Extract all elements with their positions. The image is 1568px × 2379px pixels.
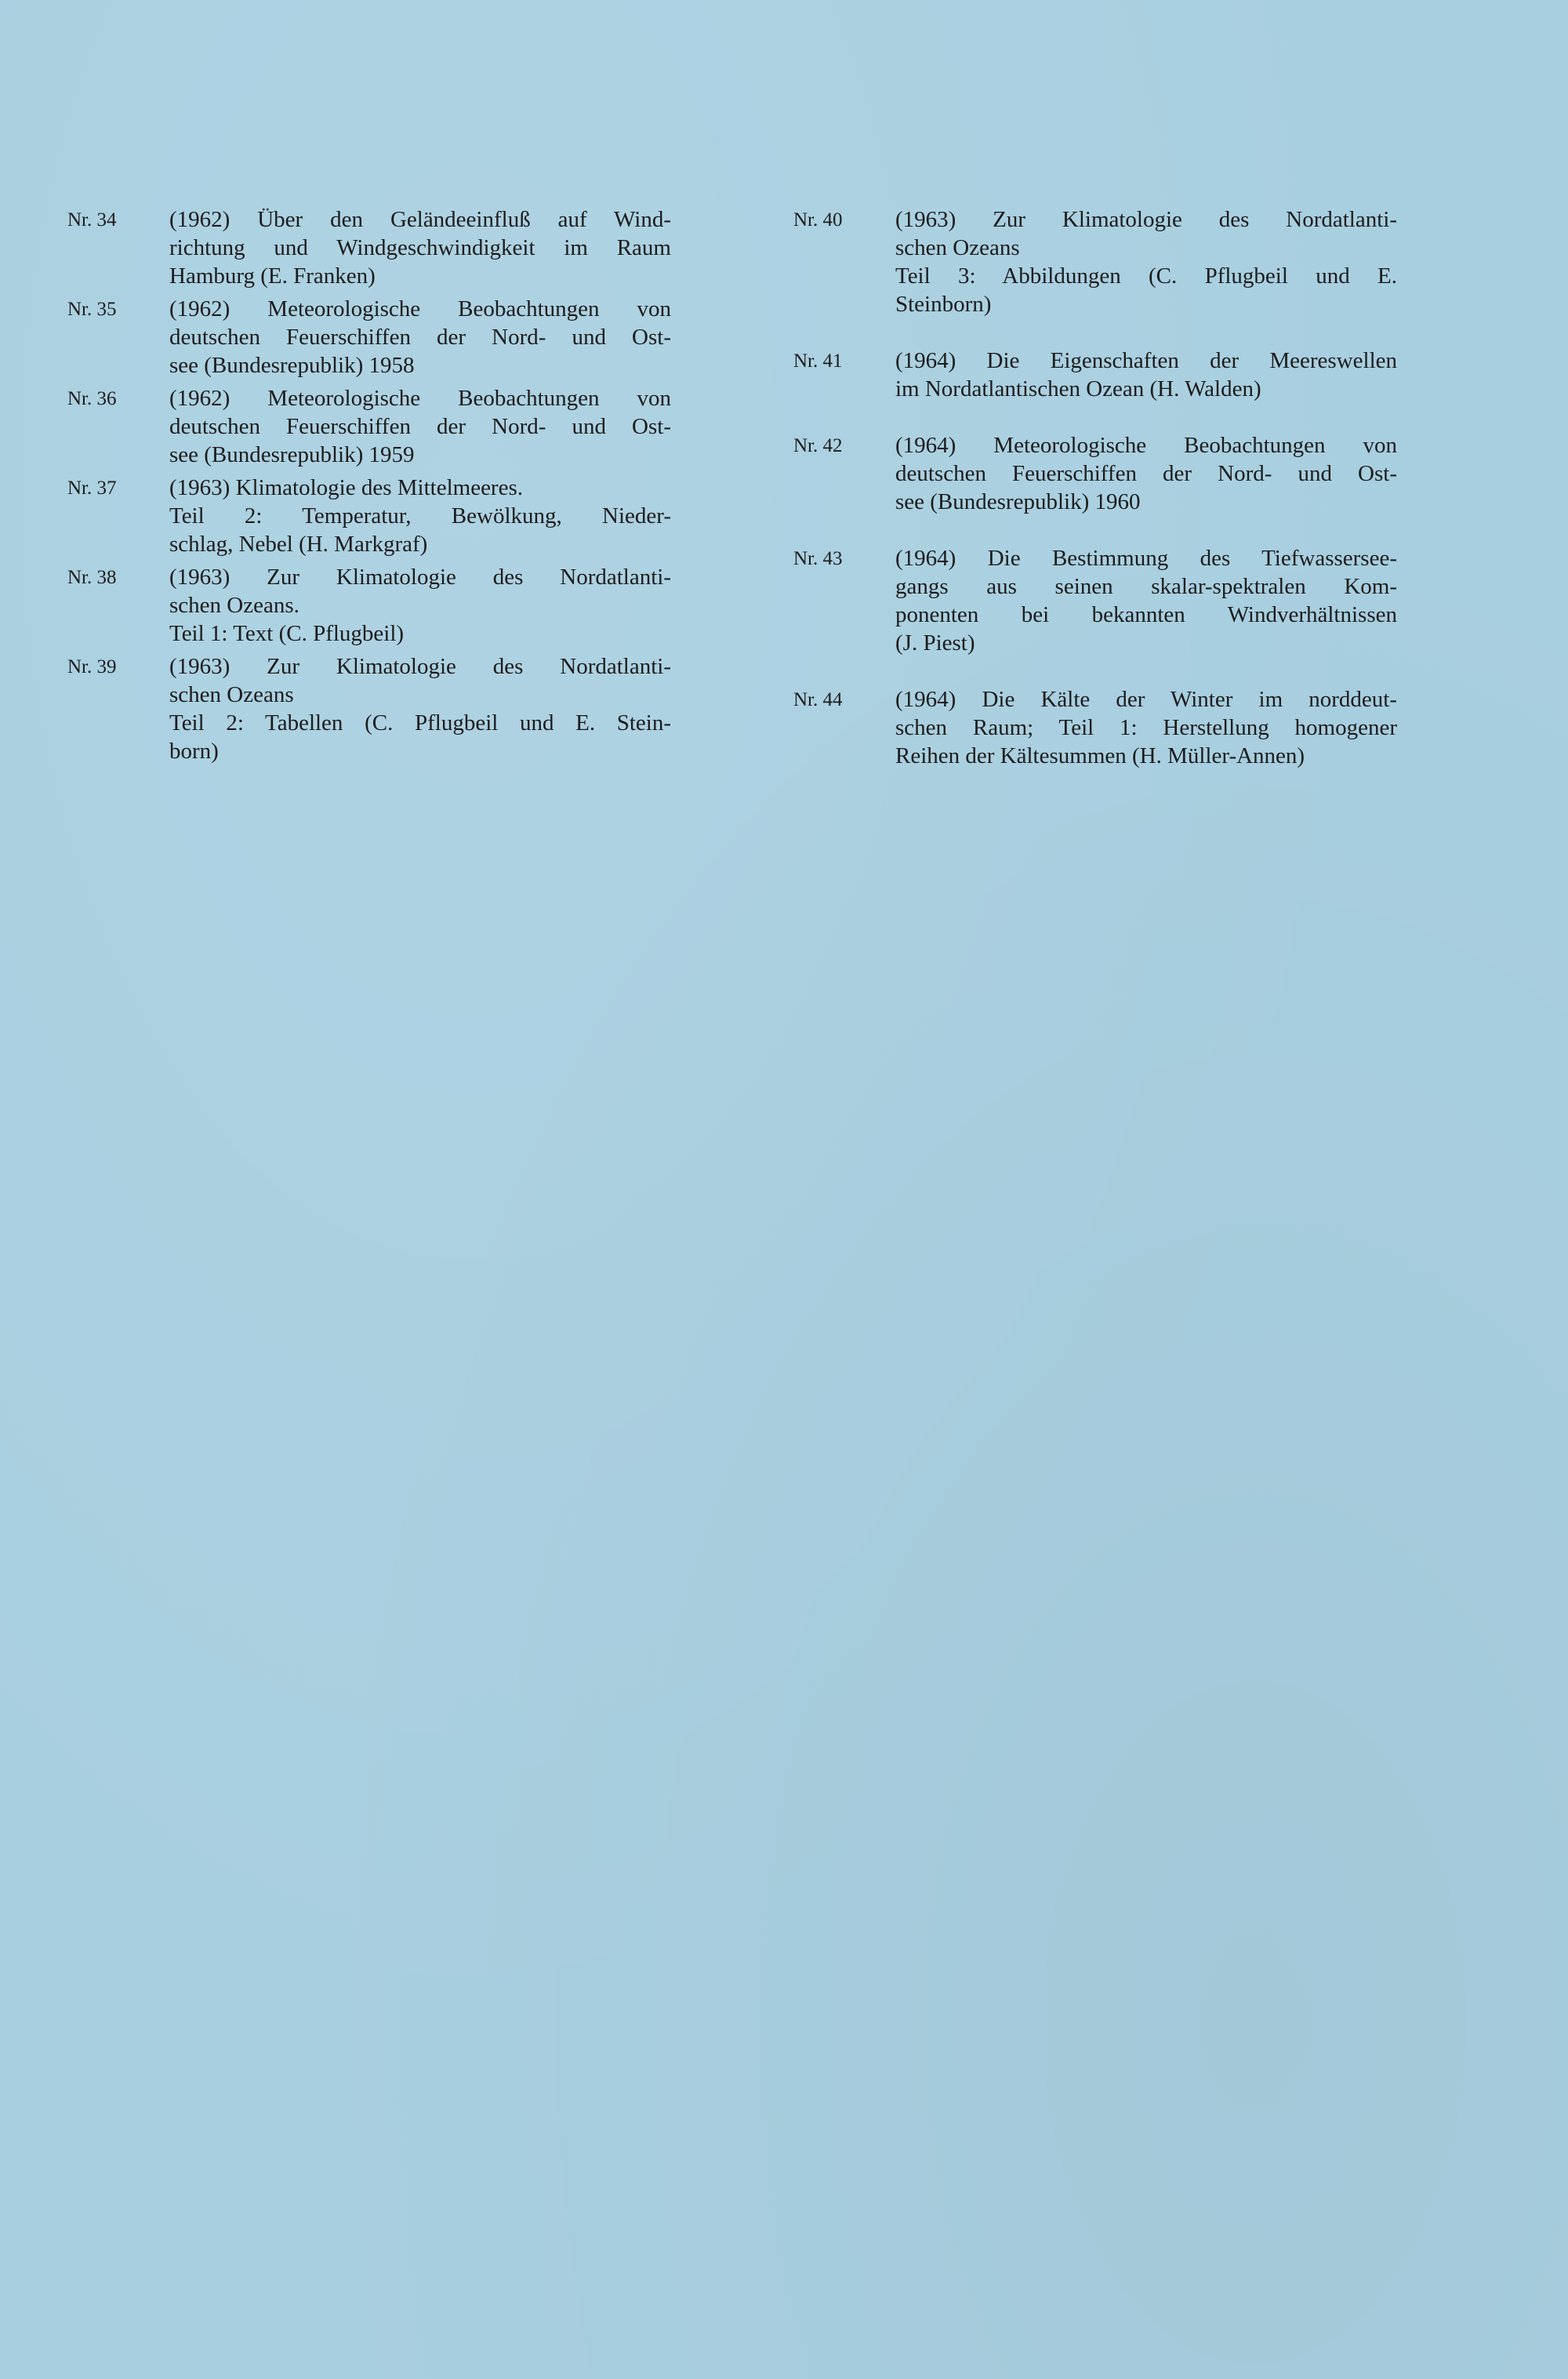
entry-number: Nr. 41	[793, 350, 843, 372]
entry-line: (1964) Die Bestimmung des Tiefwassersee-	[895, 546, 1397, 571]
entry-text	[169, 474, 671, 558]
entry-text	[895, 347, 1397, 403]
entry-line: Steinborn)	[895, 292, 992, 317]
entry-text	[895, 431, 1397, 516]
entry-text	[895, 544, 1397, 657]
entry-text	[895, 205, 1397, 318]
entry-text	[169, 384, 671, 469]
entry-number: Nr. 42	[793, 435, 843, 456]
entry-line: schen Ozeans	[169, 682, 294, 707]
left-column	[67, 205, 671, 770]
list-item	[793, 685, 1397, 770]
entry-line: (1963) Zur Klimatologie des Nordatlanti-	[895, 207, 1397, 232]
entry-line: schen Ozeans	[895, 235, 1020, 260]
list-item	[67, 295, 671, 380]
entry-line: (1963) Klimatologie des Mittelmeeres.	[169, 475, 524, 500]
entry-number: Nr. 34	[67, 209, 117, 231]
entry-line: (J. Piest)	[895, 630, 975, 656]
list-item	[67, 652, 671, 765]
entry-line: Teil 2: Temperatur, Bewölkung, Nieder-	[169, 503, 671, 528]
entry-line: born)	[169, 739, 219, 764]
right-column	[793, 205, 1397, 770]
entry-number: Nr. 40	[793, 209, 843, 231]
entry-text	[895, 685, 1397, 770]
entry-line: (1964) Die Kälte der Winter im norddeut-	[895, 687, 1397, 712]
list-item	[793, 431, 1397, 516]
entry-number: Nr. 43	[793, 548, 843, 569]
entry-number: Nr. 35	[67, 299, 117, 320]
entry-number: Nr. 38	[67, 567, 117, 588]
list-item	[793, 544, 1397, 657]
entry-text	[169, 205, 671, 290]
entry-line: Reihen der Kältesummen (H. Müller-Annen)	[895, 743, 1305, 768]
list-item	[67, 205, 671, 290]
entry-line: schlag, Nebel (H. Markgraf)	[169, 532, 428, 557]
entry-number: Nr. 44	[793, 689, 843, 710]
entry-line: (1963) Zur Klimatologie des Nordatlanti-	[169, 654, 671, 679]
list-item	[67, 563, 671, 648]
entry-number: Nr. 39	[67, 656, 117, 677]
entry-line: (1964) Meteorologische Beobachtungen von	[895, 433, 1397, 458]
entry-text	[169, 295, 671, 380]
list-item	[793, 347, 1397, 403]
entry-text	[169, 652, 671, 765]
entry-line: Teil 3: Abbildungen (C. Pflugbeil und E.	[895, 263, 1397, 289]
entry-number: Nr. 36	[67, 388, 117, 409]
entry-line: (1962) Meteorologische Beobachtungen von	[169, 296, 671, 321]
entry-line: see (Bundesrepublik) 1960	[895, 489, 1141, 514]
list-item	[67, 384, 671, 469]
entry-line: see (Bundesrepublik) 1958	[169, 353, 415, 378]
entry-line: (1962) Meteorologische Beobachtungen von	[169, 386, 671, 411]
entry-line: richtung und Windgeschwindigkeit im Raum	[169, 235, 671, 260]
entry-number: Nr. 37	[67, 478, 117, 499]
entry-line: Teil 1: Text (C. Pflugbeil)	[169, 621, 405, 646]
entry-line: deutschen Feuerschiffen der Nord- und Ost-	[169, 414, 671, 439]
list-item	[67, 474, 671, 558]
entry-line: ponenten bei bekannten Windverhältnissen	[895, 602, 1397, 627]
entry-line: (1963) Zur Klimatologie des Nordatlanti-	[169, 565, 671, 590]
entry-line: (1962) Über den Geländeeinfluß auf Wind-	[169, 207, 671, 232]
entry-line: deutschen Feuerschiffen der Nord- und Ost-	[895, 461, 1397, 486]
entry-line: gangs aus seinen skalar-spektralen Kom-	[895, 574, 1397, 599]
entry-line: schen Ozeans.	[169, 593, 299, 618]
entry-line: (1964) Die Eigenschaften der Meereswellen	[895, 348, 1397, 373]
entry-line: see (Bundesrepublik) 1959	[169, 442, 415, 467]
entry-line: Hamburg (E. Franken)	[169, 263, 376, 289]
entry-text	[169, 563, 671, 648]
entry-line: im Nordatlantischen Ozean (H. Walden)	[895, 376, 1261, 401]
entry-line: schen Raum; Teil 1: Herstellung homogener	[895, 715, 1397, 740]
entry-line: Teil 2: Tabellen (C. Pflugbeil und E. Stein-	[169, 710, 671, 735]
entry-line: deutschen Feuerschiffen der Nord- und Ost-	[169, 325, 671, 350]
list-item	[793, 205, 1397, 318]
